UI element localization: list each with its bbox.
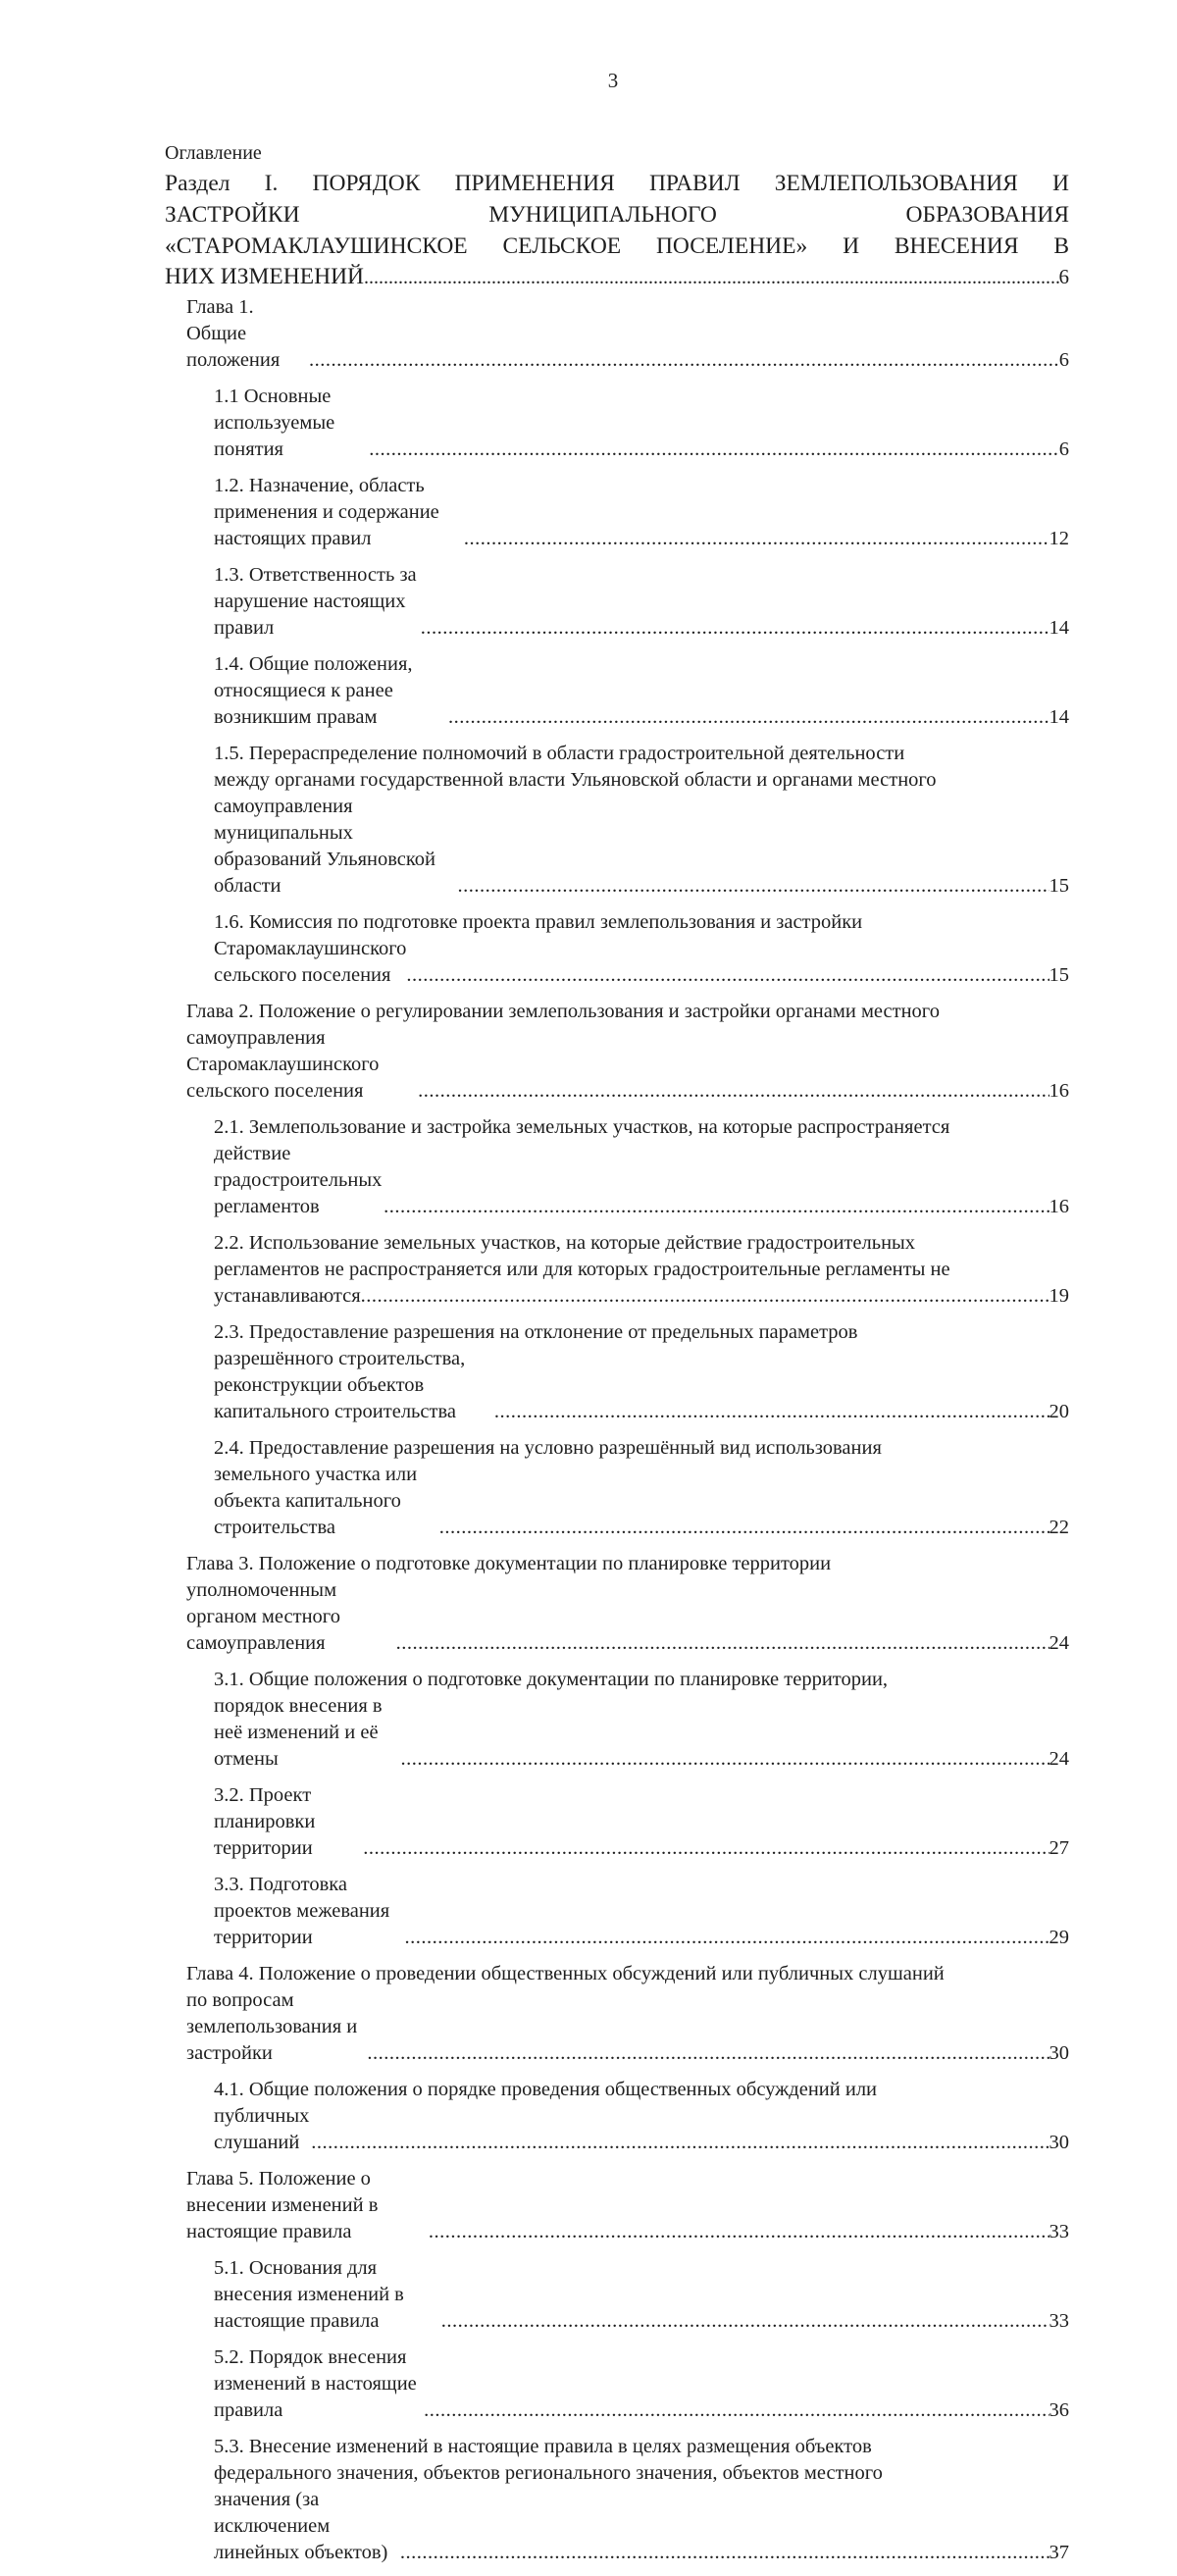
page-ref: 12 [1049,528,1069,549]
leader-dots [384,1194,1049,1220]
entry-text: 3.2. Проект планировки территории [214,1784,316,1859]
entry-text: 2.3. Предоставление разрешения на отклонение от предельных параметров [214,1321,858,1343]
page-ref: 36 [1049,2399,1069,2421]
page-ref: 29 [1049,1927,1069,1948]
leader-dots [439,1515,1049,1541]
toc-subsection[interactable] [214,1114,1069,1220]
page-ref: 20 [1049,1401,1069,1422]
leader-dots [309,347,1059,374]
entry-text: 2.1. Землепользование и застройка земельных участков, на которые распространяется [214,1116,950,1138]
toc-entries [165,294,1069,2566]
entry-text: 3.1. Общие положения о подготовке документации по планировке территории, [214,1669,889,1690]
toc-heading: Оглавление [165,142,262,164]
entry-text: 5.2. Порядок внесения изменений в настоящие правила [214,2346,417,2421]
leader-dots [406,962,1049,989]
page-ref: 19 [1049,1285,1069,1307]
entry-text: публичных слушаний [214,2105,310,2153]
leader-dots [429,2219,1049,2245]
entry-text: федерального значения, объектов регионального значения, объектов местного [214,2462,883,2484]
page-ref: 24 [1049,1748,1069,1770]
leader-dots [464,526,1049,552]
toc-subsection[interactable] [214,562,1069,642]
leader-dots [458,873,1049,900]
entry-text: Глава 1. Общие положения [186,296,281,371]
toc-chapter[interactable] [186,1551,1069,1657]
leader-dots [421,615,1049,642]
entry-text: 1.1 Основные используемые понятия [214,386,335,460]
leader-dots [448,704,1049,731]
toc-subsection[interactable] [214,1872,1069,1951]
toc-subsection[interactable] [214,651,1069,731]
page-ref: 16 [1049,1196,1069,1217]
toc-subsection[interactable] [214,1230,1069,1310]
toc-chapter[interactable] [186,1961,1069,2067]
toc-subsection[interactable] [214,909,1069,989]
page-ref: 16 [1049,1080,1069,1102]
toc-chapter[interactable] [186,999,1069,1105]
toc-subsection[interactable] [214,2255,1069,2335]
entry-text: 5.1. Основания для внесения изменений в настоящие правила [214,2257,404,2332]
toc-subsection[interactable] [214,2434,1069,2566]
toc-subsection[interactable] [214,2077,1069,2156]
leader-dots [400,2540,1049,2566]
toc-subsection[interactable] [214,384,1069,463]
entry-text: Глава 5. Положение о внесении изменений в настоящие правила [186,2168,379,2242]
toc-chapter[interactable] [186,294,1069,374]
entry-text: 5.3. Внесение изменений в настоящие правила в целях размещения объектов [214,2436,872,2457]
entry-text: Глава 3. Положение о подготовке документации по планировке территории [186,1553,832,1574]
toc-subsection[interactable] [214,473,1069,552]
section-title-line: ЗАСТРОЙКИ МУНИЦИПАЛЬНОГО ОБРАЗОВАНИЯ [165,202,1069,228]
toc-subsection[interactable] [214,1435,1069,1541]
page-ref: 22 [1049,1517,1069,1538]
leader-dots [363,1835,1049,1862]
entry-text: 1.5. Перераспределение полномочий в области градостроительной деятельности [214,743,905,764]
leader-dots [401,1746,1049,1773]
section-title-line: НИХ ИЗМЕНЕНИЙ [165,264,365,289]
page-ref: 14 [1049,617,1069,639]
entry-text: 3.3. Подготовка проектов межевания территории [214,1874,390,1948]
entry-text: 1.4. Общие положения, относящиеся к ранее возникшим правам [214,653,413,728]
toc-section-1[interactable] [165,168,1069,292]
entry-text: разрешённого строительства, реконструкции объектов капитального строительства [214,1348,466,1422]
entry-text: Глава 4. Положение о проведении общественных обсуждений или публичных слушаний [186,1963,945,1984]
entry-text: действие градостроительных регламентов [214,1143,383,1217]
entry-text: 1.2. Назначение, область применения и содержание настоящих правил [214,475,439,549]
entry-text: земельного участка или объекта капитального строительства [214,1464,418,1538]
page-ref: 30 [1049,2042,1069,2064]
section-title-line: «СТАРОМАКЛАУШИНСКОЕ СЕЛЬСКОЕ ПОСЕЛЕНИЕ» И ВНЕСЕНИЯ В [165,233,1069,259]
page-ref: 30 [1049,2132,1069,2153]
entry-text: уполномоченным органом местного самоуправления [186,1579,340,1654]
page-ref: 33 [1049,2310,1069,2332]
leader-dots [311,2130,1049,2156]
leader-dots [404,1925,1049,1951]
page-ref: 6 [1058,349,1069,371]
toc-subsection[interactable] [214,741,1069,900]
toc-subsection[interactable] [214,2344,1069,2424]
page-ref: 33 [1049,2221,1069,2242]
table-of-contents [165,140,1069,2576]
page-number: 3 [607,69,619,92]
toc-subsection[interactable] [214,1782,1069,1862]
entry-text: 1.6. Комиссия по подготовке проекта правил землепользования и застройки [214,911,863,933]
entry-text: 2.4. Предоставление разрешения на условно разрешённый вид использования [214,1437,882,1459]
entry-text: по вопросам землепользования и застройки [186,1989,358,2064]
entry-text: значения (за исключением линейных объектов) [214,2489,388,2563]
toc-subsection[interactable] [214,1667,1069,1773]
leader-dots [441,2308,1049,2335]
page-ref: 14 [1049,706,1069,728]
toc-subsection[interactable] [214,1319,1069,1425]
entry-text: устанавливаются [214,1285,361,1307]
page-ref: 15 [1049,964,1069,986]
entry-text: 4.1. Общие положения о порядке проведения общественных обсуждений или [214,2079,878,2100]
leader-dots [418,1078,1049,1105]
entry-text: самоуправления муниципальных образований Ульяновской области [214,796,436,897]
page-ref: 37 [1049,2542,1069,2563]
page-ref: 6 [1058,438,1069,460]
toc-chapter[interactable] [186,2166,1069,2245]
leader-dots [369,437,1059,463]
entry-text: порядок внесения в неё изменений и её отмены [214,1695,383,1770]
entry-text: самоуправления Старомаклаушинского сельского поселения [186,1027,380,1102]
leader-dots [361,1283,1049,1310]
leader-dots [494,1399,1049,1425]
leader-dots [424,2397,1049,2424]
page-ref: 6 [1058,265,1069,288]
section-title-line: Раздел I. ПОРЯДОК ПРИМЕНЕНИЯ ПРАВИЛ ЗЕМЛЕПОЛЬЗОВАНИЯ И [165,171,1069,196]
entry-text: 1.3. Ответственность за нарушение настоящих правил [214,564,417,639]
page-ref: 15 [1049,875,1069,897]
leader-dots [364,263,1058,292]
entry-text: регламентов не распространяется или для которых градостроительные регламенты не [214,1259,950,1280]
entry-text: Глава 2. Положение о регулировании землепользования и застройки органами местного [186,1001,940,1022]
entry-text: между органами государственной власти Ульяновской области и органами местного [214,769,937,791]
entry-text: 2.2. Использование земельных участков, на которые действие градостроительных [214,1232,916,1254]
page-ref: 24 [1049,1632,1069,1654]
leader-dots [367,2040,1049,2067]
leader-dots [396,1630,1049,1657]
entry-text: Старомаклаушинского сельского поселения [214,938,407,986]
page-ref: 27 [1049,1837,1069,1859]
